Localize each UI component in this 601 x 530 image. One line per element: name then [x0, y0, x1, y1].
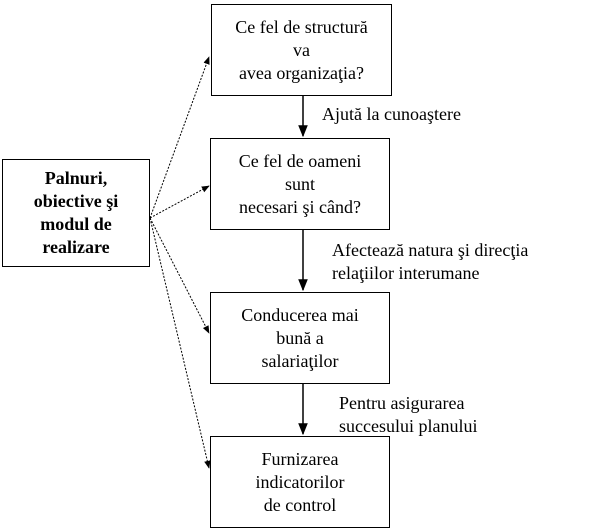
- box-indicators: [210, 436, 390, 528]
- box-structure: [211, 4, 392, 96]
- box-leadership-text: Conducerea mai bună a salariaţilor: [241, 304, 359, 371]
- box-people-text: Ce fel de oameni sunt necesari şi când?: [238, 150, 362, 217]
- box-leadership: [210, 292, 390, 384]
- box-indicators-text: Furnizarea indicatorilor de control: [255, 448, 345, 515]
- box-people: [210, 138, 390, 230]
- arrow-left-to-leadership: [150, 218, 209, 333]
- box-structure-text: Ce fel de structură va avea organizaţia?: [235, 16, 368, 83]
- arrow-left-to-people: [150, 186, 209, 218]
- left-box-plans-text: Palnuri, obiective şi modul de realizare: [33, 168, 119, 257]
- edge-label-knowledge: Ajută la cunoaştere: [322, 104, 461, 124]
- arrow-left-to-structure: [150, 57, 209, 218]
- left-box-plans: [2, 159, 150, 267]
- edge-label-relations: Afectează natura şi direcţia relaţiilor interumane: [332, 240, 529, 283]
- arrow-left-to-indicators: [150, 218, 209, 468]
- edge-label-success: Pentru asigurarea succesului planului: [339, 393, 478, 436]
